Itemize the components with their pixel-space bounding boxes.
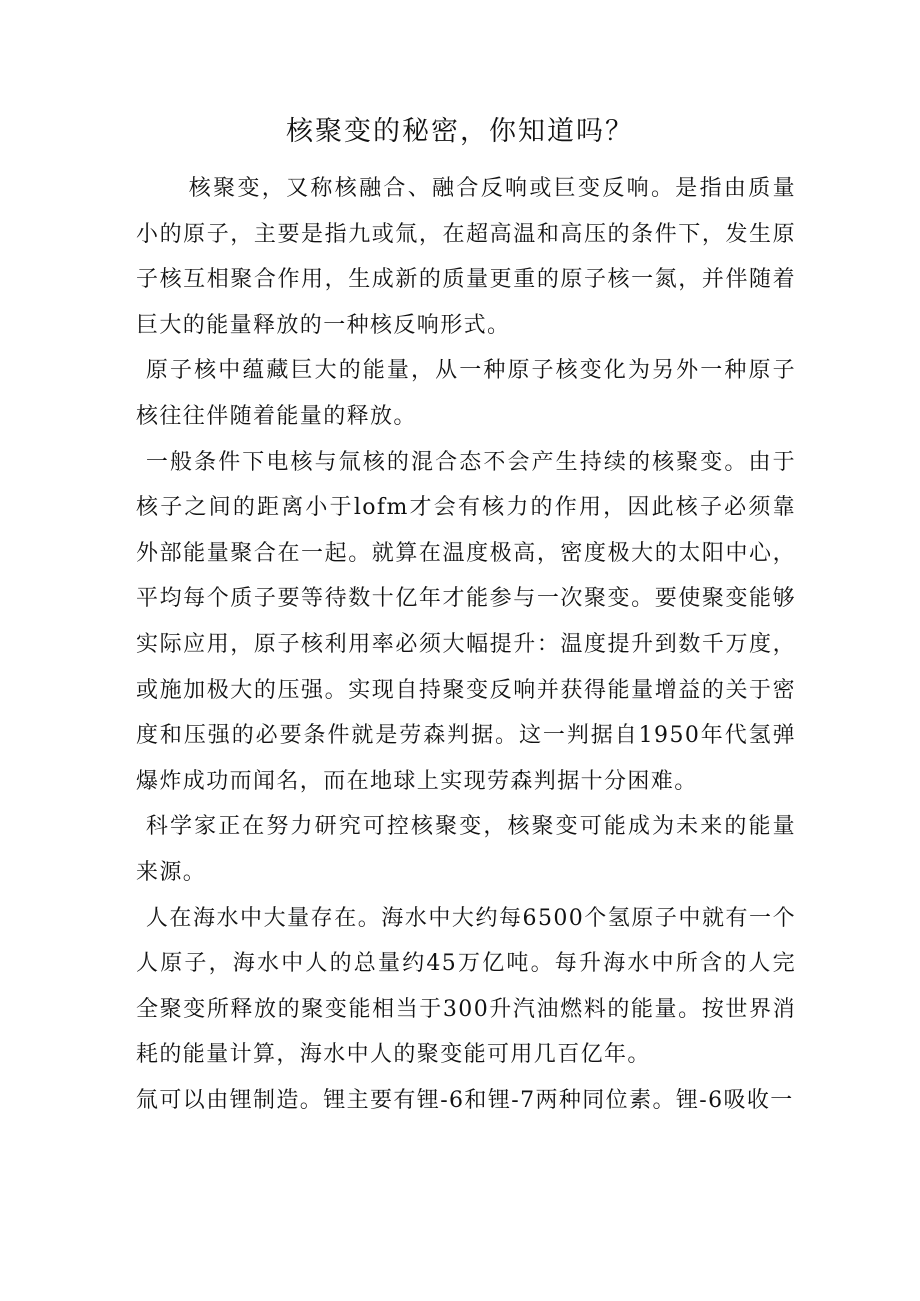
document-body — [136, 166, 796, 1123]
paragraph-energy: 原子核中蕴藏巨大的能量，从一种原子核变化为另外一种原子核往往伴随着能量的释放。 — [136, 358, 796, 429]
paragraph-tritium: 氚可以由锂制造。锂主要有锂-6和锂-7两种同位素。锂-6吸收一 — [136, 1087, 794, 1113]
paragraph-research: 科学家正在努力研究可控核聚变，核聚变可能成为未来的能量来源。 — [136, 814, 796, 885]
page-title: 核聚变的秘密，你知道吗？ — [286, 116, 634, 147]
paragraph-seawater: 人在海水中大量存在。海水中大约每6500个氢原子中就有一个人原子，海水中人的总量约45万亿吨。每升海水中所含的人完全聚变所释放的聚变能相当于300升汽油燃料的能量。按世界消耗的能量计算，海水中人的聚变能可用几百亿年。 — [136, 905, 796, 1068]
paragraph-definition: 核聚变，又称核融合、融合反响或巨变反响。是指由质量小的原子，主要是指九或氚，在超高温和高压的条件下，发生原子核互相聚合作用，生成新的质量更重的原子核一氮，并伴随着巨大的能量释放的一种核反响形式。 — [136, 176, 796, 338]
paragraph-conditions: 一般条件下电核与氚核的混合态不会产生持续的核聚变。由于核子之间的距离小于lofm才会有核力的作用，因此核子必须靠外部能量聚合在一起。就算在温度极高，密度极大的太阳中心，平均每个质子要等待数十亿年才能参与一次聚变。要使聚变能够实际应用，原子核利用率必须大幅提升：温度提升到数千万度，或施加极大的压强。实现自持聚变反响并获得能量增益的关于密度和压强的必要条件就是劳森判据。这一判据自1950年代氢弹爆炸成功而闻名，而在地球上实现劳森判据十分困难。 — [136, 449, 796, 794]
